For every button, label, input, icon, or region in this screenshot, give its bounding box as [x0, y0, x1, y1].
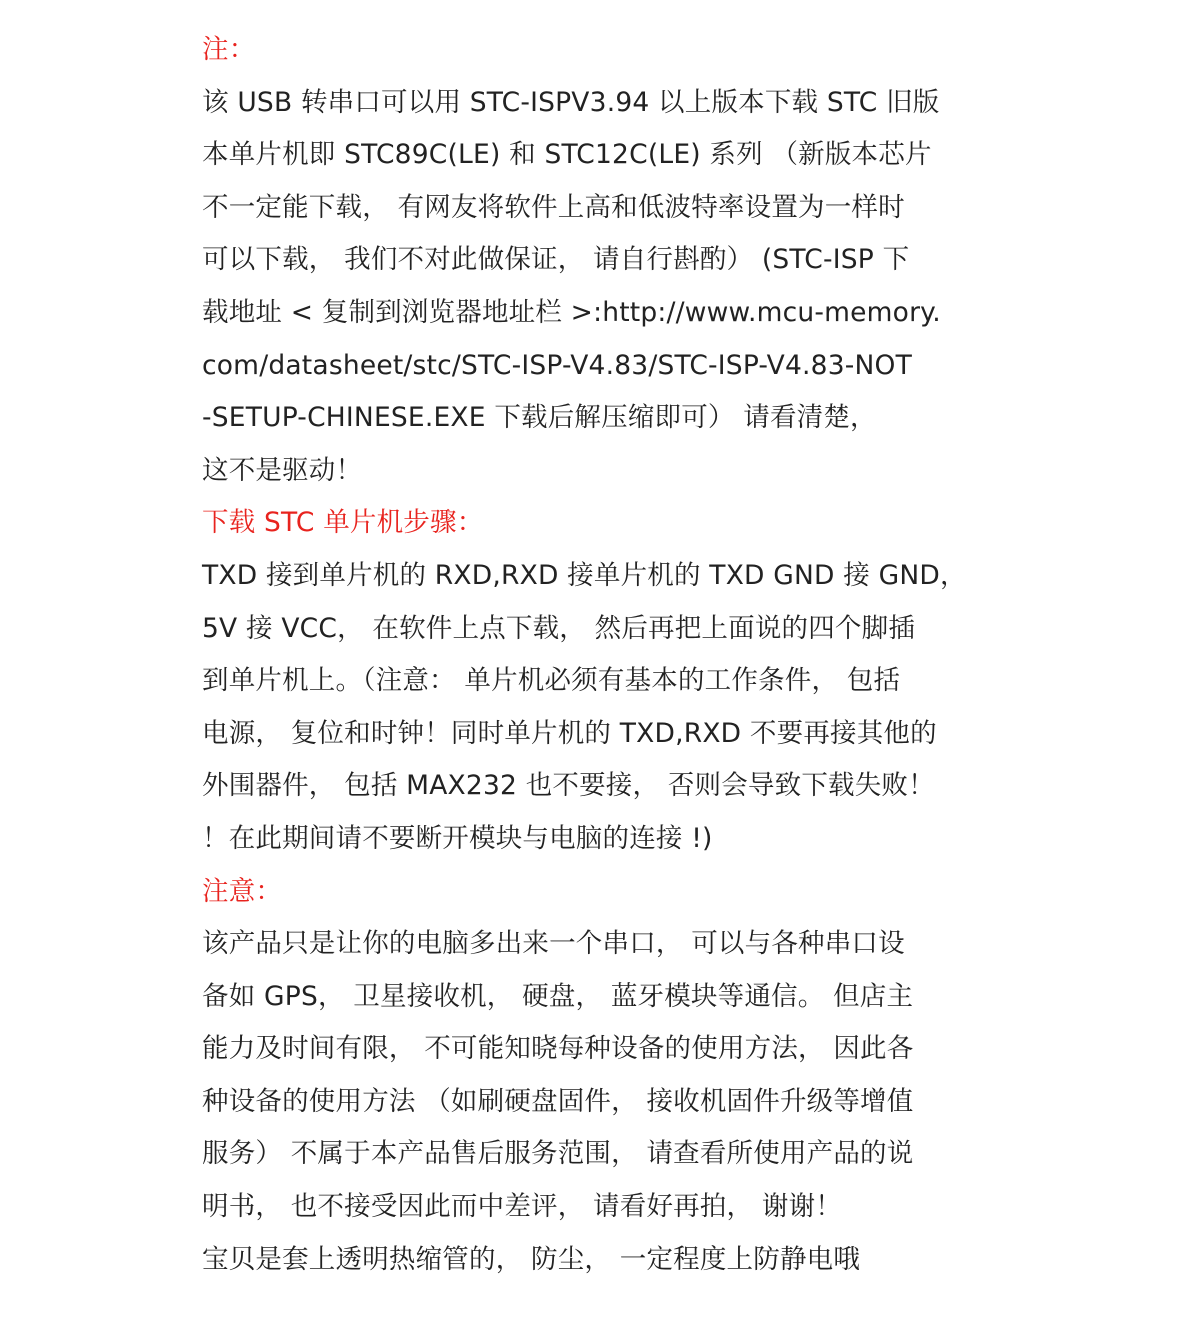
text-line: 这不是驱动！ [202, 454, 363, 486]
section-heading: 注： [202, 34, 256, 65]
text-line: TXD 接到单片机的 RXD,RXD 接单片机的 TXD GND 接 GND， [202, 559, 967, 591]
text-line: 可以下载， 我们不对此做保证， 请自行斟酌） (STC-ISP 下 [202, 244, 910, 276]
text-line: 宝贝是套上透明热缩管的， 防尘， 一定程度上防静电哦 [202, 1243, 861, 1275]
text-line: 电源， 复位和时钟！同时单片机的 TXD,RXD 不要再接其他的 [202, 717, 937, 749]
section-download-steps [202, 497, 1002, 865]
text-line: ！在此期间请不要断开模块与电脑的连接 !) [202, 822, 713, 854]
text-line: 明书， 也不接受因此而中差评， 请看好再拍， 谢谢！ [202, 1191, 842, 1223]
section-heading: 注意： [202, 875, 283, 907]
text-line: 外围器件， 包括 MAX232 也不要接， 否则会导致下载失败！ [202, 770, 935, 802]
text-line: 不一定能下载， 有网友将软件上高和低波特率设置为一样时 [202, 191, 905, 223]
text-line: 该产品只是让你的电脑多出来一个串口， 可以与各种串口设 [202, 928, 905, 960]
text-line: 种设备的使用方法 （如刷硬盘固件， 接收机固件升级等增值 [202, 1085, 914, 1117]
text-line: 到单片机上。（注意： 单片机必须有基本的工作条件， 包括 [202, 665, 901, 697]
instruction-document [202, 24, 1002, 1286]
section-note [202, 24, 1002, 497]
text-line: 该 USB 转串口可以用 STC-ISPV3.94 以上版本下载 STC 旧版 [202, 86, 940, 118]
text-line: com/datasheet/stc/STC-ISP-V4.83/STC-ISP-V4.83-NOT [202, 349, 912, 381]
text-line: 本单片机即 STC89C(LE) 和 STC12C(LE) 系列 （新版本芯片 [202, 139, 932, 171]
text-line: 能力及时间有限， 不可能知晓每种设备的使用方法， 因此各 [202, 1033, 914, 1065]
section-attention [202, 866, 1002, 1287]
section-heading: 下载 STC 单片机步骤： [202, 507, 484, 539]
text-line: 载地址 < 复制到浏览器地址栏 >:http://www.mcu-memory. [202, 296, 941, 328]
text-line: -SETUP-CHINESE.EXE 下载后解压缩即可） 请看清楚， [202, 402, 877, 434]
text-line: 服务） 不属于本产品售后服务范围， 请查看所使用产品的说 [202, 1138, 914, 1170]
text-line: 备如 GPS， 卫星接收机， 硬盘， 蓝牙模块等通信。 但店主 [202, 980, 914, 1012]
text-line: 5V 接 VCC， 在软件上点下载， 然后再把上面说的四个脚插 [202, 612, 916, 644]
